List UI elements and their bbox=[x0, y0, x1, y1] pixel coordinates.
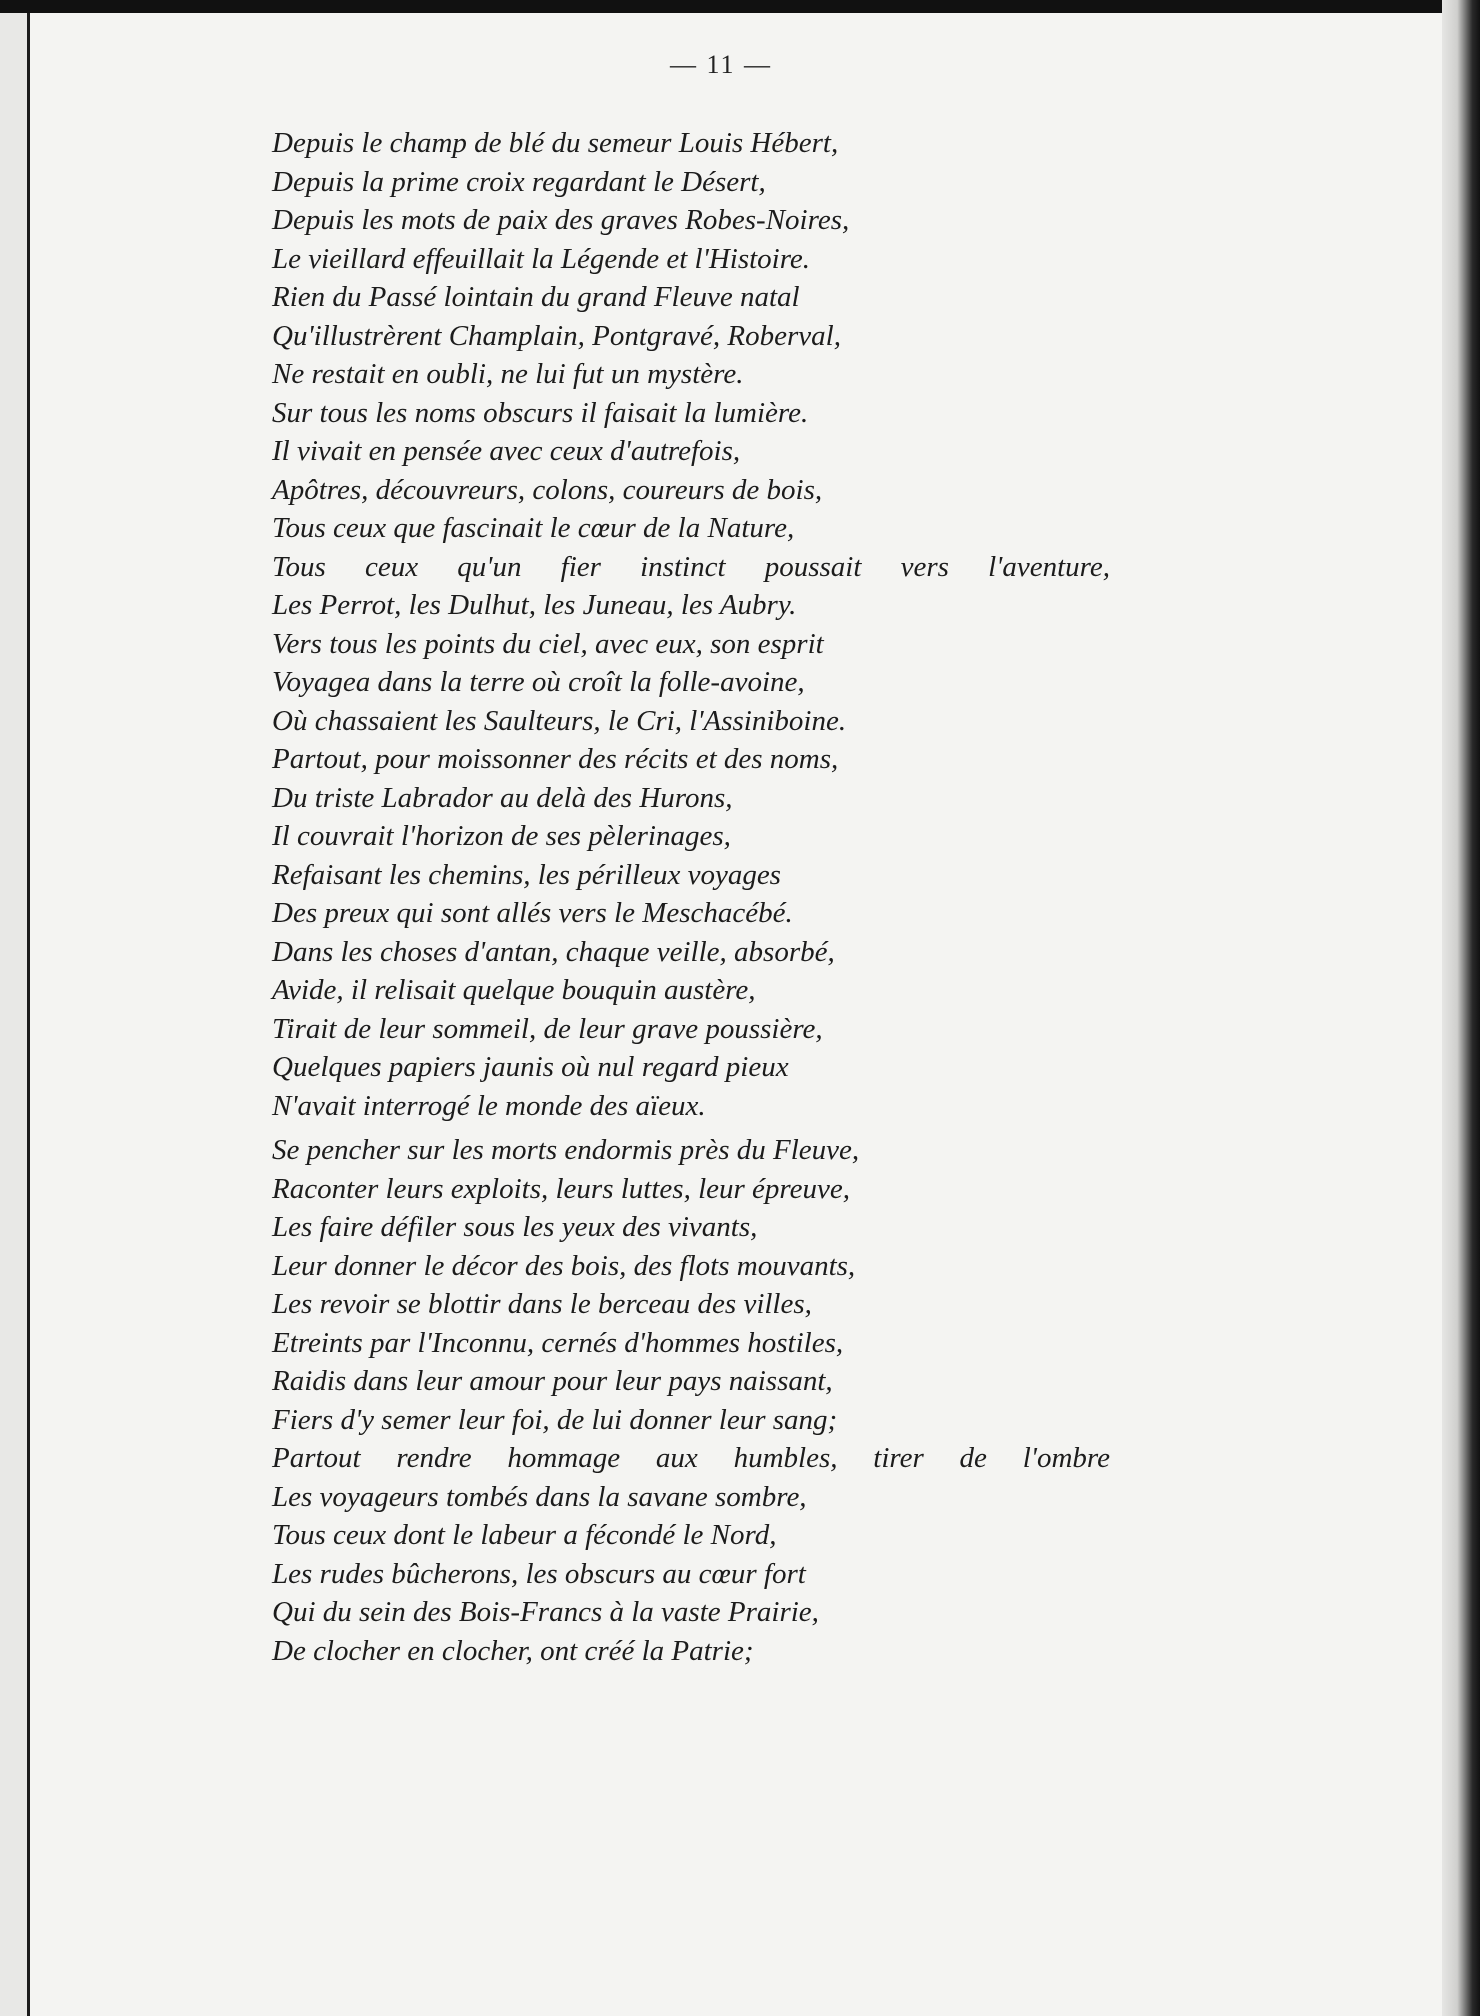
verse-line: Les Perrot, les Dulhut, les Juneau, les Aubry. bbox=[272, 589, 797, 621]
verse-line: Refaisant les chemins, les périlleux voyages bbox=[272, 858, 781, 891]
verse-line: De clocher en clocher, ont créé la Patrie; bbox=[272, 1634, 754, 1667]
book-gutter bbox=[0, 13, 30, 2016]
verse-line: Du triste Labrador au delà des Hurons, bbox=[272, 781, 733, 814]
verse-line: Fiers d'y semer leur foi, de lui donner leur sang; bbox=[272, 1403, 838, 1436]
verse-line: Les rudes bûcherons, les obscurs au cœur fort bbox=[272, 1557, 806, 1590]
verse-line: Partout rendre hommage aux humbles, tirer de l'ombre bbox=[272, 1442, 1110, 1474]
verse-line: Avide, il relisait quelque bouquin austère, bbox=[272, 974, 756, 1006]
verse-line: Tous ceux qu'un fier instinct poussait vers l'aventure, bbox=[272, 550, 1110, 583]
verse-line: Se pencher sur les morts endormis près du Fleuve, bbox=[272, 1134, 860, 1166]
verse-line: Depuis les mots de paix des graves Robes-Noires, bbox=[272, 204, 850, 236]
verse-line: Ne restait en oubli, ne lui fut un mystère. bbox=[272, 358, 744, 390]
verse-line: Qu'illustrèrent Champlain, Pontgravé, Roberval, bbox=[272, 319, 841, 352]
verse-line: Le vieillard effeuillait la Légende et l'Histoire. bbox=[272, 242, 811, 275]
stanza-2 bbox=[272, 1131, 1132, 1670]
scan-top-border bbox=[0, 0, 1480, 13]
verse-line: Tous ceux que fascinait le cœur de la Nature, bbox=[272, 512, 795, 544]
verse-line: Des preux qui sont allés vers le Meschacébé. bbox=[272, 897, 793, 929]
verse-line: Partout, pour moissonner des récits et des noms, bbox=[272, 743, 839, 775]
verse-line: Sur tous les noms obscurs il faisait la lumière. bbox=[272, 396, 809, 429]
verse-line: Etreints par l'Inconnu, cernés d'hommes hostiles, bbox=[272, 1326, 844, 1359]
verse-line: Raconter leurs exploits, leurs luttes, leur épreuve, bbox=[272, 1172, 850, 1205]
verse-line: Il vivait en pensée avec ceux d'autrefois, bbox=[272, 435, 741, 467]
verse-line: Les revoir se blottir dans le berceau des villes, bbox=[272, 1288, 812, 1320]
stanza-1 bbox=[272, 124, 1132, 1125]
verse-line: Il couvrait l'horizon de ses pèlerinages, bbox=[272, 820, 731, 852]
verse-line: Apôtres, découvreurs, colons, coureurs de bois, bbox=[272, 473, 823, 506]
verse-line: Depuis la prime croix regardant le Désert, bbox=[272, 165, 766, 198]
verse-line: Qui du sein des Bois-Francs à la vaste Prairie, bbox=[272, 1596, 819, 1628]
verse-line: Tous ceux dont le labeur a fécondé le Nord, bbox=[272, 1519, 777, 1551]
verse-line: Dans les choses d'antan, chaque veille, absorbé, bbox=[272, 935, 835, 968]
page-number: — 11 — bbox=[669, 50, 773, 79]
poem-body bbox=[272, 124, 1132, 1670]
page-right-edge bbox=[1442, 0, 1480, 2016]
verse-line: Les voyageurs tombés dans la savane sombre, bbox=[272, 1480, 807, 1513]
verse-line: N'avait interrogé le monde des aïeux. bbox=[272, 1089, 706, 1122]
verse-line: Depuis le champ de blé du semeur Louis Hébert, bbox=[272, 127, 839, 159]
verse-line: Quelques papiers jaunis où nul regard pieux bbox=[272, 1051, 789, 1083]
verse-line: Raidis dans leur amour pour leur pays naissant, bbox=[272, 1365, 833, 1397]
verse-line: Vers tous les points du ciel, avec eux, son esprit bbox=[272, 627, 824, 660]
verse-line: Les faire défiler sous les yeux des vivants, bbox=[272, 1211, 758, 1243]
verse-line: Leur donner le décor des bois, des flots mouvants, bbox=[272, 1249, 856, 1282]
verse-line: Tirait de leur sommeil, de leur grave poussière, bbox=[272, 1012, 823, 1045]
verse-line: Rien du Passé lointain du grand Fleuve natal bbox=[272, 281, 800, 313]
verse-line: Où chassaient les Saulteurs, le Cri, l'Assiniboine. bbox=[272, 704, 847, 737]
verse-line: Voyagea dans la terre où croît la folle-avoine, bbox=[272, 666, 805, 698]
